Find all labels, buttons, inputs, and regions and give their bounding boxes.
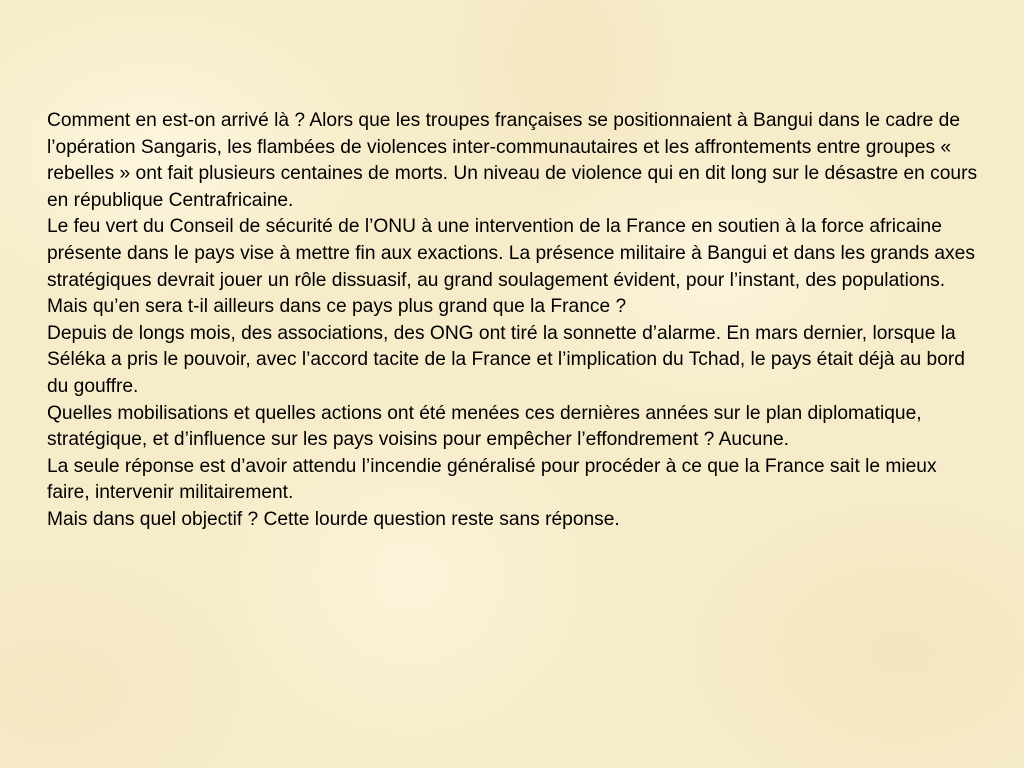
paragraph-6: Mais dans quel objectif ? Cette lourde question reste sans réponse. xyxy=(47,508,620,530)
paragraph-5: La seule réponse est d’avoir attendu l’incendie généralisé pour procéder à ce que la France sait le mieux faire, intervenir militairement. xyxy=(47,455,937,504)
slide-body-text xyxy=(47,108,982,534)
paragraph-3: Depuis de longs mois, des associations, des ONG ont tiré la sonnette d’alarme. En mars dernier, lorsque la Séléka a pris le pouvoir, avec l’accord tacite de la France et l’implication du Tchad, le pays était déjà au bord du gouffre. xyxy=(47,322,965,397)
paragraph-1: Comment en est-on arrivé là ? Alors que les troupes françaises se positionnaient à Bangui dans le cadre de l’opération Sangaris, les flambées de violences inter-communautaires et les affrontements entre groupes « rebelles » ont fait plusieurs centaines de morts. Un niveau de violence qui en dit long sur le désastre en cours en république Centrafricaine. xyxy=(47,110,978,211)
paragraph-4: Quelles mobilisations et quelles actions ont été menées ces dernières années sur le plan diplomatique, stratégique, et d’influence sur les pays voisins pour empêcher l’effondrement ? Aucune. xyxy=(47,402,922,451)
paragraph-2: Le feu vert du Conseil de sécurité de l’ONU à une intervention de la France en soutien à la force africaine présente dans le pays vise à mettre fin aux exactions. La présence militaire à Bangui et dans les grands axes stratégiques devrait jouer un rôle dissuasif, au grand soulagement évident, pour l’instant, des populations. Mais qu’en sera t-il ailleurs dans ce pays plus grand que la France ? xyxy=(47,216,975,318)
